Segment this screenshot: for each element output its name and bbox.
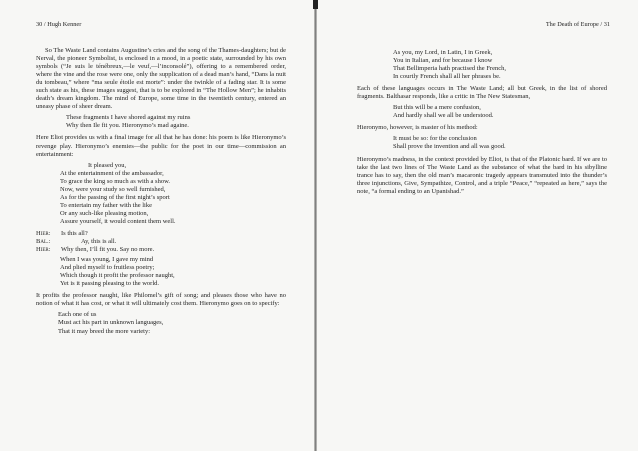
dialogue-text: Why then, I’ll fit you. Say no more.	[61, 246, 155, 254]
verse-line: Why then Ile fit you. Hieronymo’s mad againe.	[66, 122, 189, 130]
verse-line: When I was young, I gave my mind	[60, 256, 154, 264]
verse-line: In courtly French shall all her phrases be.	[393, 73, 501, 81]
speaker-label: Hier:	[36, 229, 51, 237]
left-running-header: 30 / Hugh Kenner	[36, 21, 82, 28]
right-verse-3	[357, 135, 607, 151]
verse-line: To grace the king so much as with a show.	[60, 177, 170, 185]
verse-line: Now, were your study so well furnished,	[60, 185, 166, 193]
verse-line: And plied myself to fruitless poetry;	[60, 264, 155, 272]
left-paragraph-3: It profits the professor naught, like Philomel’s gift of song; and pleases those who have no notion of what it has cost, or what it will ultimately cost them. Hieronymo goes on to specify:	[36, 292, 286, 308]
left-verse-2	[36, 162, 286, 226]
left-paragraph-2: Here Eliot provides us with a final image for all that he has done: his poem is like Hieronymo’s revenge play. Hieronymo’s enemies—the public for the poet in our time—commission an entertainment:	[36, 134, 286, 158]
left-verse-1	[36, 114, 286, 130]
verse-line: You in Italian, and for because I know	[393, 57, 493, 65]
verse-line: Each one of us	[58, 311, 97, 319]
dialogue-text: Ay, this is all.	[81, 238, 117, 246]
verse-line: Which though it profit the professor naught,	[60, 272, 175, 280]
right-verse-1	[357, 49, 607, 81]
right-paragraph-1: Each of these languages occurs in The Waste Land; all but Greek, in the list of shored fragments. Balthasar responds, like a critic in The New Statesman,	[357, 85, 607, 101]
verse-line: As you, my Lord, in Latin, I in Greek,	[393, 49, 493, 56]
verse-line: Shall prove the invention and all was good.	[393, 143, 506, 151]
verse-line: It pleased you,	[88, 161, 127, 169]
right-page	[317, 0, 638, 451]
right-page-body	[357, 47, 607, 199]
verse-line: To entertain my father with the like	[60, 201, 152, 209]
speaker-label: Bal.:	[36, 238, 51, 246]
left-page-body	[36, 47, 286, 340]
left-paragraph-1: So The Waste Land contains Augustine’s cries and the song of the Thames-daughters; but de Nerval, the pioneer Symbolist, is enclosed in a mood, in a poetic state, surrounded by his own symbols (“Je suis le ténébreux,—le veuf,—l’inconsolé”), offering to a remembered order, where the vine and the rose were one, only the supplication of a dead man’s hand, “Dans la nuit du tombeau,” where “ma seule étoile est morte”: under the twinkle of a fading star. It is some such state as his, these images suggest, that is to be explored in “The Hollow Men”; he inhabits death’s dream kingdom. The mind of Europe, some time in the twentieth century, entered an uneasy phase of sheer dream.	[36, 47, 286, 111]
verse-line: That it may breed the more variety:	[58, 327, 151, 335]
right-paragraph-2: Hieronymo, however, is master of his method:	[357, 124, 478, 132]
verse-line: And hardly shall we all be understood.	[393, 112, 494, 120]
left-page	[0, 0, 316, 451]
verse-line: Yet is it passing pleasing to the world.	[60, 280, 160, 288]
left-verse-3	[36, 256, 286, 288]
verse-line: These fragments I have shored against my ruins	[66, 114, 191, 122]
verse-line: Must act his part in unknown languages,	[58, 319, 164, 327]
dialogue-text: Is this all?	[61, 229, 88, 237]
right-paragraph-3: Hieronymo’s madness, in the context provided by Eliot, is that of the Platonic bard. If we are to take the last two lines of The Waste Land as the substance of what the bard in his sibylline trance has to say, then the old man’s macaronic tragedy appears transmuted into the thunder’s three injunctions, Give, Sympathize, Control, and a triple “Peace,” “repeated as here,” says the note, “a formal ending to an Upanishad.”	[357, 155, 607, 195]
verse-line: At the entertainment of the ambassador,	[60, 169, 164, 177]
dialogue-line	[36, 238, 286, 246]
verse-line: It must be so: for the conclusion	[393, 135, 477, 143]
verse-line: Assure yourself, it would content them well.	[60, 217, 176, 225]
verse-line: Or any such-like pleasing motion,	[60, 209, 149, 217]
verse-line: But this will be a mere confusion,	[393, 104, 481, 112]
dialogue-line	[36, 230, 286, 238]
verse-line: As for the passing of the first night’s sport	[60, 193, 170, 201]
speaker-label: Hier:	[36, 246, 51, 254]
dialogue-line	[36, 246, 286, 254]
dialogue-block	[36, 230, 286, 254]
verse-line: That Bellimperia hath practised the French,	[393, 65, 506, 73]
left-verse-4	[36, 311, 286, 335]
right-running-header: The Death of Europe / 31	[545, 21, 610, 28]
right-verse-2	[357, 104, 607, 120]
